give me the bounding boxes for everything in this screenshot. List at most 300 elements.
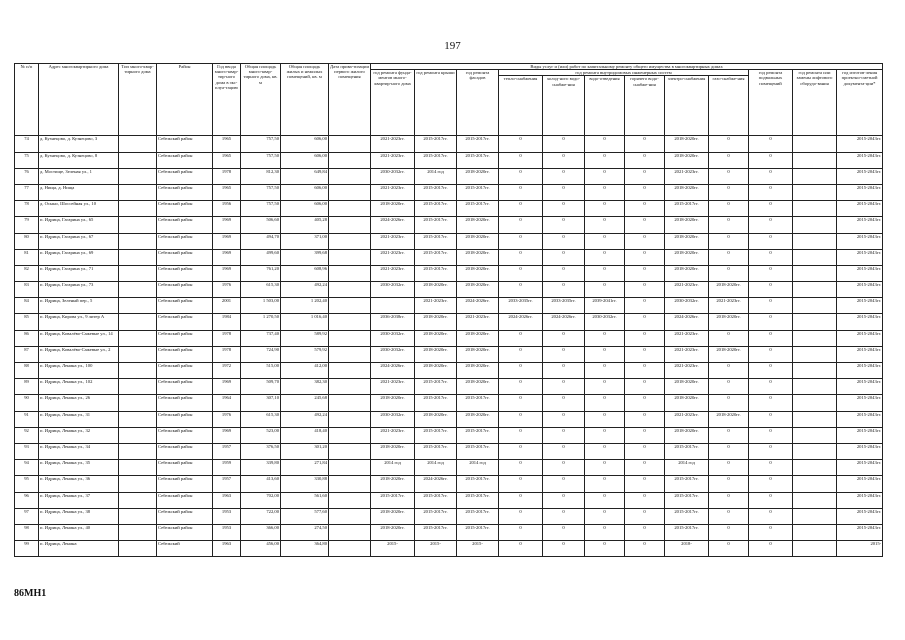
cell-dist: Себежский район xyxy=(157,314,213,330)
cell-base: 0 xyxy=(749,314,793,330)
cell-type xyxy=(119,379,157,395)
cell-base: 0 xyxy=(749,265,793,281)
cell-heat: 0 xyxy=(499,201,543,217)
cell-type xyxy=(119,330,157,346)
cell-elec: 2015-2017гг. xyxy=(665,201,709,217)
cell-elec: 2030-2032гг. xyxy=(665,298,709,314)
cell-fac: 2015-2017гг. xyxy=(457,524,499,540)
cell-found: 2036-2038гг. xyxy=(371,314,415,330)
cell-addr: п. Идрица, Зеленый пер., 5 xyxy=(39,298,119,314)
cell-docs: 2015-2043гг. xyxy=(837,282,883,298)
cell-roof: 2015-2017гг. xyxy=(415,201,457,217)
cell-total: 523,00 xyxy=(241,427,281,443)
cell-base: 0 xyxy=(749,298,793,314)
cell-heat: 0 xyxy=(499,524,543,540)
table-row xyxy=(15,492,883,508)
cell-found: 2021-2023гг. xyxy=(371,136,415,152)
cell-heat: 0 xyxy=(499,363,543,379)
cell-gas: 0 xyxy=(709,201,749,217)
cell-elec: 2018-2020гг. xyxy=(665,249,709,265)
cell-priv xyxy=(329,460,371,476)
cell-roof: 2024-2026гг. xyxy=(415,476,457,492)
cell-fac: 2015-2017гг. xyxy=(457,136,499,152)
cell-living: 492,24 xyxy=(281,282,329,298)
cell-cold: 0 xyxy=(543,152,585,168)
table-row xyxy=(15,508,883,524)
cell-addr: п. Идрица, Ленина ул., 31 xyxy=(39,411,119,427)
cell-cold: 2024-2026гг. xyxy=(543,314,585,330)
table-row xyxy=(15,460,883,476)
cell-hot: 0 xyxy=(625,314,665,330)
cell-gas: 0 xyxy=(709,379,749,395)
cell-heat: 0 xyxy=(499,492,543,508)
cell-living: 492,24 xyxy=(281,411,329,427)
cell-roof: 2015- xyxy=(415,541,457,557)
cell-addr: п. Идрица, Ленина ул., 37 xyxy=(39,492,119,508)
cell-base: 0 xyxy=(749,524,793,540)
cell-priv xyxy=(329,201,371,217)
cell-drain: 0 xyxy=(585,524,625,540)
cell-elec: 2018-2020гг. xyxy=(665,395,709,411)
cell-dist: Себежский район xyxy=(157,476,213,492)
cell-heat: 0 xyxy=(499,249,543,265)
cell-roof: 2018-2020гг. xyxy=(415,411,457,427)
cell-heat: 2024-2026гг. xyxy=(499,314,543,330)
cell-roof: 2018-2020гг. xyxy=(415,363,457,379)
cell-docs: 2015-2043гг. xyxy=(837,265,883,281)
cell-heat: 0 xyxy=(499,346,543,362)
table-row xyxy=(15,395,883,411)
cell-fac: 2021-2023гг. xyxy=(457,314,499,330)
cell-year: 1956 xyxy=(213,201,241,217)
cell-roof: 2018-2020гг. xyxy=(415,346,457,362)
cell-roof: 2015-2017гг. xyxy=(415,508,457,524)
cell-heat: 0 xyxy=(499,265,543,281)
header-engineering: год ремонта внутридомовых инженерных систем xyxy=(499,70,749,76)
cell-priv xyxy=(329,330,371,346)
cell-addr: п. Идрица, Гагарина ул., 67 xyxy=(39,233,119,249)
cell-roof: 2015-2017гг. xyxy=(415,265,457,281)
cell-docs: 2015-2043гг. xyxy=(837,395,883,411)
cell-cold: 0 xyxy=(543,330,585,346)
cell-living: 606,00 xyxy=(281,184,329,200)
cell-addr: д. Мостище, Зеленая ул., 1 xyxy=(39,168,119,184)
cell-gas: 0 xyxy=(709,184,749,200)
cell-elec: 2015-2017гг. xyxy=(665,492,709,508)
cell-cold: 0 xyxy=(543,346,585,362)
cell-type xyxy=(119,427,157,443)
cell-base: 0 xyxy=(749,249,793,265)
cell-hot: 0 xyxy=(625,395,665,411)
cell-addr: д. Осыно, Шоссейная ул., 10 xyxy=(39,201,119,217)
cell-hot: 0 xyxy=(625,379,665,395)
cell-base: 0 xyxy=(749,460,793,476)
cell-priv xyxy=(329,152,371,168)
cell-drain: 0 xyxy=(585,363,625,379)
cell-fac: 2024-2026гг. xyxy=(457,298,499,314)
cell-hot: 0 xyxy=(625,152,665,168)
cell-cold: 0 xyxy=(543,508,585,524)
cell-roof: 2015-2017гг. xyxy=(415,524,457,540)
cell-elec: 2021-2023гг. xyxy=(665,363,709,379)
cell-living: 399,68 xyxy=(281,249,329,265)
cell-year: 1963 xyxy=(213,492,241,508)
cell-heat: 0 xyxy=(499,152,543,168)
table-row xyxy=(15,152,883,168)
header-privatization: Дата прива-тизации первого жилого помещения xyxy=(329,64,371,136)
table-row xyxy=(15,282,883,298)
cell-dist: Себежский район xyxy=(157,443,213,459)
cell-living: 1 016,40 xyxy=(281,314,329,330)
cell-living: 561,60 xyxy=(281,492,329,508)
header-facade: год ремонта фасадов xyxy=(457,70,499,136)
cell-n: 90 xyxy=(15,395,39,411)
cell-gas: 0 xyxy=(709,427,749,443)
cell-found: 2018-2020гг. xyxy=(371,201,415,217)
cell-total: 506,60 xyxy=(241,217,281,233)
cell-lift xyxy=(793,282,837,298)
cell-n: 96 xyxy=(15,492,39,508)
header-foundation: год ремонта фунда-ментов много-квартир-ного дома xyxy=(371,70,415,136)
cell-living: 382,30 xyxy=(281,379,329,395)
cell-n: 80 xyxy=(15,233,39,249)
cell-base: 0 xyxy=(749,395,793,411)
cell-n: 82 xyxy=(15,265,39,281)
cell-cold: 0 xyxy=(543,492,585,508)
cell-year: 1969 xyxy=(213,427,241,443)
cell-docs: 2015-2043гг. xyxy=(837,314,883,330)
cell-heat: 0 xyxy=(499,541,543,557)
cell-living: 579,92 xyxy=(281,346,329,362)
cell-addr: п. Идрица, Гагарина ул., 65 xyxy=(39,217,119,233)
cell-hot: 0 xyxy=(625,492,665,508)
cell-hot: 0 xyxy=(625,346,665,362)
cell-living: 418,40 xyxy=(281,427,329,443)
cell-elec: 2015-2017гг. xyxy=(665,524,709,540)
cell-total: 615,30 xyxy=(241,411,281,427)
cell-living: 405,28 xyxy=(281,217,329,233)
cell-living: 577,60 xyxy=(281,508,329,524)
cell-docs: 2015-2043гг. xyxy=(837,168,883,184)
cell-base: 0 xyxy=(749,492,793,508)
cell-type xyxy=(119,411,157,427)
cell-type xyxy=(119,136,157,152)
cell-roof: 2015-2017гг. xyxy=(415,136,457,152)
table-row xyxy=(15,541,883,557)
cell-drain: 0 xyxy=(585,541,625,557)
cell-lift xyxy=(793,346,837,362)
cell-cold: 0 xyxy=(543,476,585,492)
cell-n: 76 xyxy=(15,168,39,184)
cell-found: 2018-2020гг. xyxy=(371,395,415,411)
cell-heat: 0 xyxy=(499,330,543,346)
cell-year: 1978 xyxy=(213,168,241,184)
cell-priv xyxy=(329,508,371,524)
cell-cold: 0 xyxy=(543,217,585,233)
cell-elec: 2021-2023гг. xyxy=(665,330,709,346)
cell-total: 757,50 xyxy=(241,201,281,217)
cell-priv xyxy=(329,411,371,427)
cell-drain: 0 xyxy=(585,217,625,233)
cell-priv xyxy=(329,524,371,540)
cell-living: 606,00 xyxy=(281,201,329,217)
cell-drain: 0 xyxy=(585,427,625,443)
cell-total: 456,00 xyxy=(241,541,281,557)
cell-type xyxy=(119,443,157,459)
cell-dist: Себежский район xyxy=(157,395,213,411)
cell-hot: 0 xyxy=(625,541,665,557)
cell-elec: 2014 год xyxy=(665,460,709,476)
cell-cold: 0 xyxy=(543,411,585,427)
cell-priv xyxy=(329,395,371,411)
cell-type xyxy=(119,314,157,330)
cell-dist: Себежский район xyxy=(157,249,213,265)
cell-fac: 2018-2020гг. xyxy=(457,168,499,184)
cell-total: 757,50 xyxy=(241,136,281,152)
cell-priv xyxy=(329,168,371,184)
cell-addr: п. Идрица, Ленина xyxy=(39,541,119,557)
cell-elec: 2015-2017гг. xyxy=(665,508,709,524)
cell-year: 1953 xyxy=(213,508,241,524)
header-docs: год изготов-ления проектно-сметной документа-ции* xyxy=(837,70,883,136)
cell-addr: п. Идрица, Ковалёво-Сажевые ул., 2 xyxy=(39,346,119,362)
cell-total: 339,80 xyxy=(241,460,281,476)
cell-found: 2018-2020гг. xyxy=(371,476,415,492)
cell-base: 0 xyxy=(749,168,793,184)
cell-elec: 2018-2020гг. xyxy=(665,217,709,233)
cell-dist: Себежский район xyxy=(157,524,213,540)
cell-docs: 2015-2043гг. xyxy=(837,460,883,476)
cell-n: 83 xyxy=(15,282,39,298)
table-row xyxy=(15,524,883,540)
cell-type xyxy=(119,492,157,508)
cell-docs: 2015-2043гг. xyxy=(837,379,883,395)
cell-total: 761,20 xyxy=(241,265,281,281)
header-num: № п/п xyxy=(15,64,39,136)
cell-addr: п. Идрица, Гагарина ул., 71 xyxy=(39,265,119,281)
cell-living: 606,00 xyxy=(281,136,329,152)
cell-roof: 2015-2017гг. xyxy=(415,184,457,200)
cell-type xyxy=(119,524,157,540)
cell-elec: 2018-2020гг. xyxy=(665,379,709,395)
cell-found: 2024-2026гг. xyxy=(371,363,415,379)
cell-priv xyxy=(329,476,371,492)
cell-priv xyxy=(329,379,371,395)
cell-type xyxy=(119,346,157,362)
header-address: Адрес многоквартирного дома xyxy=(39,64,119,136)
header-type: Тип много-квар-тирного дома xyxy=(119,64,157,136)
cell-hot: 0 xyxy=(625,184,665,200)
header-gas: газо-снабже-ния xyxy=(709,76,749,136)
cell-docs: 2015-2043гг. xyxy=(837,443,883,459)
cell-base: 0 xyxy=(749,508,793,524)
cell-found: 2018-2020гг. xyxy=(371,443,415,459)
cell-docs: 2015-2043гг. xyxy=(837,427,883,443)
cell-dist: Себежский район xyxy=(157,411,213,427)
cell-docs: 2015-2043гг. xyxy=(837,476,883,492)
cell-addr: п. Идрица, Ленина ул., 38 xyxy=(39,508,119,524)
cell-drain: 0 xyxy=(585,136,625,152)
cell-base: 0 xyxy=(749,136,793,152)
header-cold-water: холод-ного водо-снабже-ния xyxy=(543,76,585,136)
cell-addr: п. Идрица, Гагарина ул., 73 xyxy=(39,282,119,298)
cell-type xyxy=(119,249,157,265)
cell-found: 2030-2032гг. xyxy=(371,346,415,362)
cell-year: 1959 xyxy=(213,460,241,476)
cell-n: 75 xyxy=(15,152,39,168)
cell-total: 757,50 xyxy=(241,184,281,200)
cell-heat: 0 xyxy=(499,411,543,427)
cell-lift xyxy=(793,541,837,557)
cell-found: 2021-2023гг. xyxy=(371,184,415,200)
cell-year: 1976 xyxy=(213,282,241,298)
table-row xyxy=(15,427,883,443)
cell-year: 1965 xyxy=(213,136,241,152)
cell-fac: 2018-2020гг. xyxy=(457,233,499,249)
table-body xyxy=(15,136,883,557)
cell-found: 2021-2023гг. xyxy=(371,233,415,249)
cell-drain: 0 xyxy=(585,476,625,492)
cell-year: 1965 xyxy=(213,152,241,168)
cell-heat: 0 xyxy=(499,217,543,233)
cell-drain: 0 xyxy=(585,395,625,411)
cell-n: 94 xyxy=(15,460,39,476)
cell-n: 81 xyxy=(15,249,39,265)
cell-gas: 2018-2020гг. xyxy=(709,314,749,330)
cell-lift xyxy=(793,298,837,314)
cell-priv xyxy=(329,249,371,265)
cell-fac: 2018-2020гг. xyxy=(457,363,499,379)
cell-lift xyxy=(793,152,837,168)
cell-drain: 0 xyxy=(585,492,625,508)
cell-found xyxy=(371,298,415,314)
cell-elec: 2015-2017гг. xyxy=(665,476,709,492)
cell-fac: 2018-2020гг. xyxy=(457,249,499,265)
cell-drain: 0 xyxy=(585,249,625,265)
cell-found: 2014 год xyxy=(371,460,415,476)
cell-dist: Себежский район xyxy=(157,282,213,298)
cell-heat: 2033-2035гг. xyxy=(499,298,543,314)
cell-docs: 2015-2043гг. xyxy=(837,201,883,217)
cell-roof: 2018-2020гг. xyxy=(415,282,457,298)
cell-drain: 0 xyxy=(585,411,625,427)
cell-fac: 2015-2017гг. xyxy=(457,201,499,217)
cell-docs: 2015-2043гг. xyxy=(837,217,883,233)
cell-base: 0 xyxy=(749,201,793,217)
cell-year: 1972 xyxy=(213,363,241,379)
cell-year: 1978 xyxy=(213,346,241,362)
cell-dist: Себежский район xyxy=(157,168,213,184)
cell-gas: 0 xyxy=(709,460,749,476)
cell-heat: 0 xyxy=(499,476,543,492)
cell-addr: п. Идрица, Кирова ул., 9 литер А xyxy=(39,314,119,330)
cell-total: 722,00 xyxy=(241,508,281,524)
cell-cold: 0 xyxy=(543,184,585,200)
cell-fac: 2015-2017гг. xyxy=(457,508,499,524)
cell-n: 85 xyxy=(15,314,39,330)
cell-base: 0 xyxy=(749,330,793,346)
cell-total: 494,70 xyxy=(241,233,281,249)
cell-fac: 2015-2017гг. xyxy=(457,152,499,168)
cell-found: 2030-2032гг. xyxy=(371,168,415,184)
cell-type xyxy=(119,217,157,233)
cell-elec: 2021-2023гг. xyxy=(665,282,709,298)
cell-total: 499,60 xyxy=(241,249,281,265)
cell-fac: 2018-2020гг. xyxy=(457,330,499,346)
cell-fac: 2018-2020гг. xyxy=(457,411,499,427)
table-row xyxy=(15,249,883,265)
cell-gas: 0 xyxy=(709,508,749,524)
table-row xyxy=(15,314,883,330)
cell-hot: 0 xyxy=(625,330,665,346)
cell-drain: 0 xyxy=(585,443,625,459)
cell-found: 2018-2020гг. xyxy=(371,524,415,540)
cell-base: 0 xyxy=(749,282,793,298)
cell-year: 1976 xyxy=(213,411,241,427)
cell-year: 1965 xyxy=(213,184,241,200)
cell-fac: 2014 год xyxy=(457,460,499,476)
cell-type xyxy=(119,363,157,379)
cell-total: 515,00 xyxy=(241,363,281,379)
cell-hot: 0 xyxy=(625,524,665,540)
cell-addr: п. Идрица, Ленина ул., 35 xyxy=(39,460,119,476)
table-row xyxy=(15,184,883,200)
cell-base: 0 xyxy=(749,379,793,395)
cell-total: 366,00 xyxy=(241,524,281,540)
cell-dist: Себежский район xyxy=(157,233,213,249)
cell-hot: 0 xyxy=(625,443,665,459)
cell-n: 88 xyxy=(15,363,39,379)
cell-docs: 2015-2043гг. xyxy=(837,508,883,524)
cell-total: 307,10 xyxy=(241,395,281,411)
cell-gas: 0 xyxy=(709,395,749,411)
cell-found: 2024-2026гг. xyxy=(371,217,415,233)
cell-docs: 2015-2043гг. xyxy=(837,152,883,168)
cell-gas: 2021-2023гг. xyxy=(709,298,749,314)
cell-fac: 2015-2017гг. xyxy=(457,492,499,508)
cell-cold: 0 xyxy=(543,168,585,184)
cell-priv xyxy=(329,184,371,200)
cell-cold: 0 xyxy=(543,249,585,265)
cell-n: 95 xyxy=(15,476,39,492)
cell-hot: 0 xyxy=(625,233,665,249)
cell-base: 0 xyxy=(749,233,793,249)
cell-elec: 2018-2020гг. xyxy=(665,233,709,249)
cell-heat: 0 xyxy=(499,379,543,395)
cell-heat: 0 xyxy=(499,184,543,200)
cell-cold: 0 xyxy=(543,265,585,281)
footer-code: 86МН1 xyxy=(14,588,47,599)
cell-hot: 0 xyxy=(625,201,665,217)
cell-drain: 0 xyxy=(585,330,625,346)
cell-lift xyxy=(793,524,837,540)
cell-found: 2021-2023гг. xyxy=(371,379,415,395)
table-header xyxy=(15,64,883,136)
table-row xyxy=(15,330,883,346)
cell-gas: 0 xyxy=(709,524,749,540)
cell-elec: 2018-2020гг. xyxy=(665,427,709,443)
cell-roof: 2015-2017гг. xyxy=(415,379,457,395)
cell-n: 98 xyxy=(15,524,39,540)
cell-type xyxy=(119,152,157,168)
cell-gas: 0 xyxy=(709,330,749,346)
cell-elec: 2021-2023гг. xyxy=(665,346,709,362)
cell-docs: 2015- xyxy=(837,541,883,557)
cell-priv xyxy=(329,427,371,443)
cell-addr: д. Кузнецово, д. Кузнецово, 8 xyxy=(39,152,119,168)
cell-total: 1 270,50 xyxy=(241,314,281,330)
cell-addr: п. Идрица, Ленина ул., 34 xyxy=(39,443,119,459)
